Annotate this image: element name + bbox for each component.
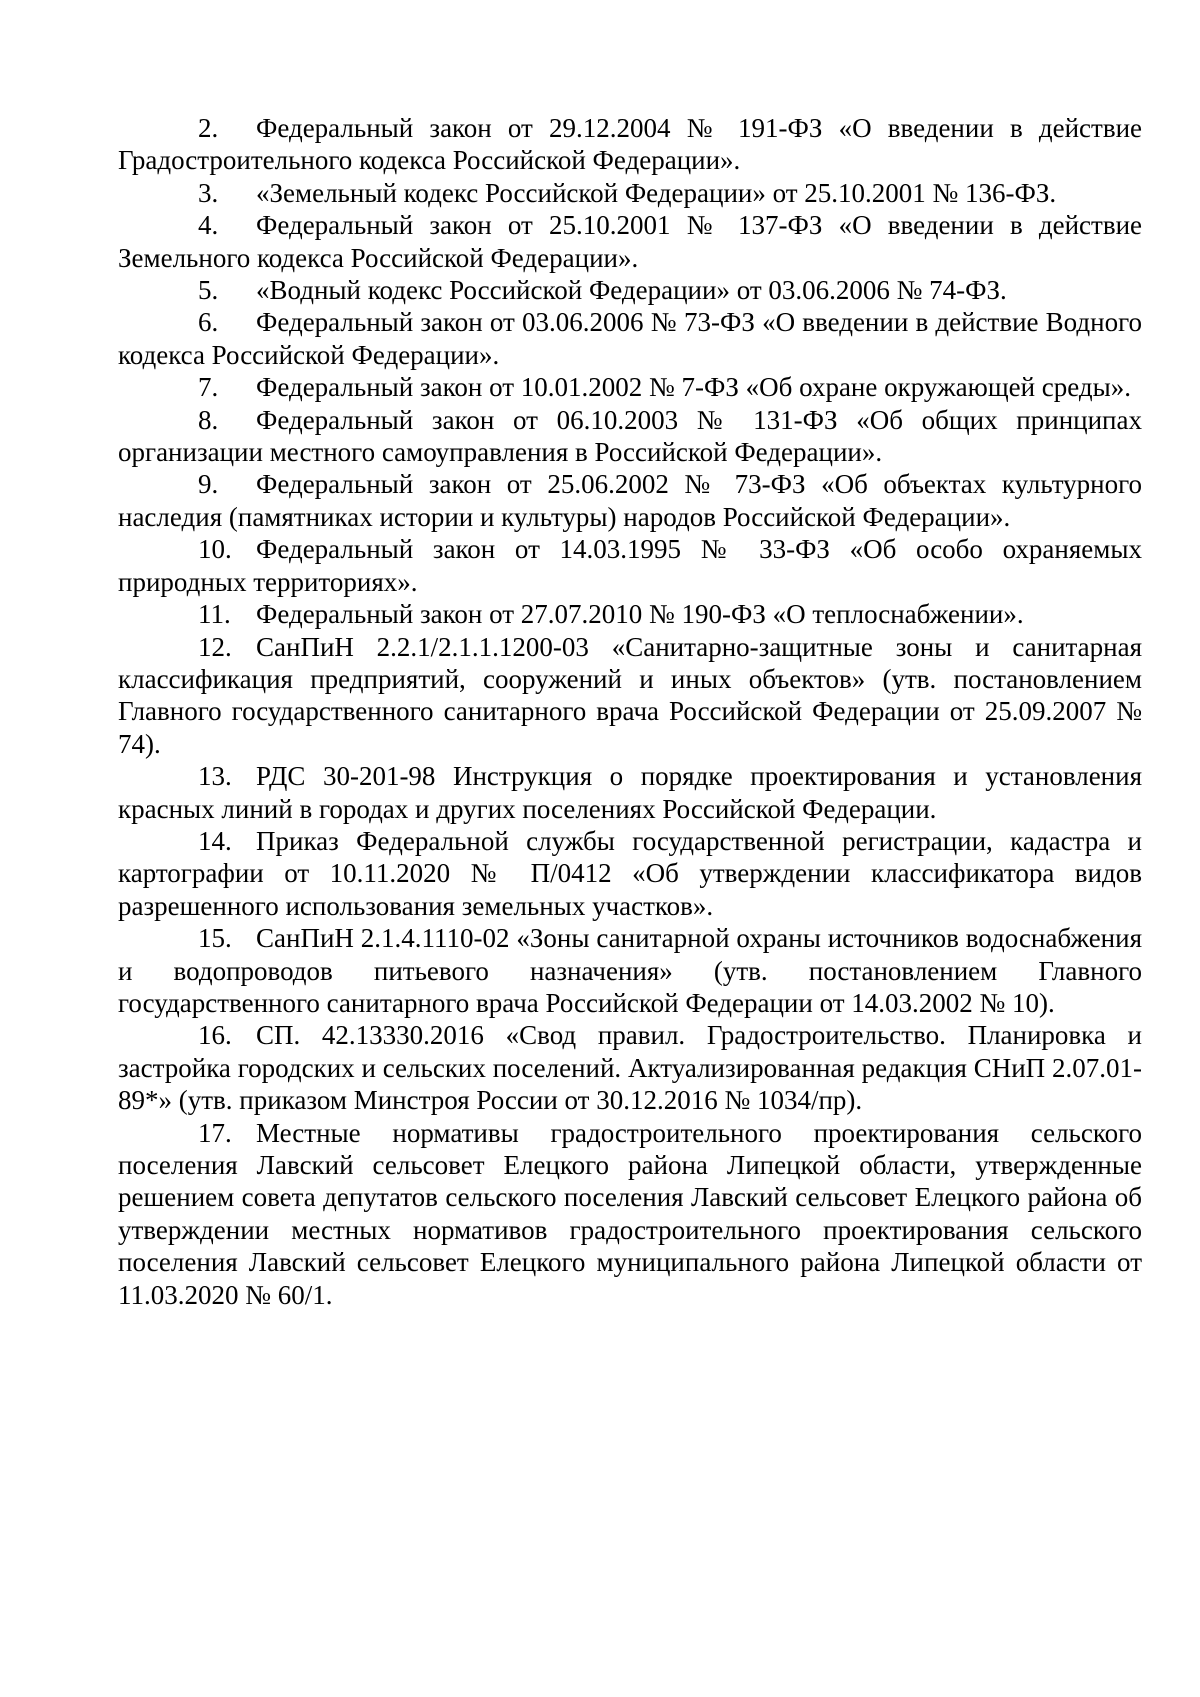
list-item	[118, 631, 1142, 761]
item-number: 12.	[198, 631, 232, 662]
list-item	[118, 371, 1142, 403]
item-text: Федеральный закон от 29.12.2004 № 191-ФЗ «О введении в действие Градостроительного кодекса Российской Федерации».	[118, 113, 1142, 176]
item-number: 7.	[198, 372, 219, 403]
item-text: Федеральный закон от 14.03.1995 № 33-ФЗ «Об особо охраняемых природных территориях».	[118, 534, 1142, 597]
item-text: СанПиН 2.2.1/2.1.1.1200-03 «Санитарно-защитные зоны и санитарная классификация предприятий, сооружений и иных объектов» (утв. постановлением Главного государственного санитарного врача Российской Федерации от 25.09.2007 № 74).	[118, 631, 1142, 759]
list-item	[118, 533, 1142, 598]
item-text: Приказ Федеральной службы государственной регистрации, кадастра и картографии от 10.11.2020 № П/0412 «Об утверждении классификатора видов разрешенного использования земельных участков».	[118, 825, 1142, 921]
item-number: 5.	[198, 275, 219, 306]
list-item	[118, 1019, 1142, 1116]
item-text: Федеральный закон от 10.01.2002 № 7-ФЗ «Об охране окружающей среды».	[256, 372, 1132, 403]
list-item	[118, 404, 1142, 469]
item-number: 11.	[198, 599, 231, 630]
list-item	[118, 112, 1142, 177]
item-text: «Водный кодекс Российской Федерации» от 03.06.2006 № 74-ФЗ.	[256, 275, 1007, 306]
item-number: 10.	[198, 534, 232, 565]
item-text: СанПиН 2.1.4.1110-02 «Зоны санитарной охраны источников водоснабжения и водопроводов питьевого назначения» (утв. постановлением Главного государственного санитарного врача Российской Федерации от 14.03.2002 № 10).	[118, 923, 1142, 1018]
item-number: 6.	[198, 307, 219, 338]
item-text: «Земельный кодекс Российской Федерации» от 25.10.2001 № 136-ФЗ.	[256, 177, 1057, 208]
item-text: Федеральный закон от 03.06.2006 № 73-ФЗ «О введении в действие Водного кодекса Российской Федерации».	[118, 307, 1142, 370]
document-page	[118, 112, 1142, 1311]
item-number: 16.	[198, 1020, 232, 1051]
item-number: 13.	[198, 761, 232, 792]
list-item	[118, 1117, 1142, 1311]
item-number: 15.	[198, 923, 232, 954]
item-text: Федеральный закон от 27.07.2010 № 190-ФЗ «О теплоснабжении».	[256, 599, 1024, 630]
item-number: 8.	[198, 404, 219, 435]
item-text: Федеральный закон от 25.10.2001 № 137-ФЗ «О введении в действие Земельного кодекса Российской Федерации».	[118, 210, 1142, 273]
list-item	[118, 177, 1142, 209]
item-text: РДС 30-201-98 Инструкция о порядке проектирования и установления красных линий в городах и других поселениях Российской Федерации.	[118, 761, 1142, 824]
list-item	[118, 922, 1142, 1019]
list-item	[118, 760, 1142, 825]
list-item	[118, 274, 1142, 306]
item-number: 17.	[198, 1117, 232, 1148]
item-number: 14.	[198, 825, 232, 856]
list-item	[118, 209, 1142, 274]
item-text: Местные нормативы градостроительного проектирования сельского поселения Лавский сельсовет Елецкого района Липецкой области, утвержденные решением совета депутатов сельского поселения Лавский сельсовет Елецкого района об утверждении местных нормативов градостроительного проектирования сельского поселения Лавский сельсовет Елецкого муниципального района Липецкой области от 11.03.2020 № 60/1.	[118, 1117, 1142, 1310]
item-number: 3.	[198, 177, 219, 208]
list-item	[118, 468, 1142, 533]
item-number: 2.	[198, 113, 219, 143]
item-text: Федеральный закон от 06.10.2003 № 131-ФЗ «Об общих принципах организации местного самоуправления в Российской Федерации».	[118, 404, 1142, 468]
item-text: Федеральный закон от 25.06.2002 № 73-ФЗ «Об объектах культурного наследия (памятниках истории и культуры) народов Российской Федерации».	[118, 469, 1142, 532]
item-number: 4.	[198, 210, 219, 241]
list-item	[118, 306, 1142, 371]
item-number: 9.	[198, 469, 219, 500]
list-item	[118, 825, 1142, 922]
item-text: СП. 42.13330.2016 «Свод правил. Градостроительство. Планировка и застройка городских и сельских поселений. Актуализированная редакция СНиП 2.07.01-89*» (утв. приказом Минстроя России от 30.12.2016 № 1034/пр).	[118, 1020, 1142, 1116]
list-item	[118, 598, 1142, 630]
